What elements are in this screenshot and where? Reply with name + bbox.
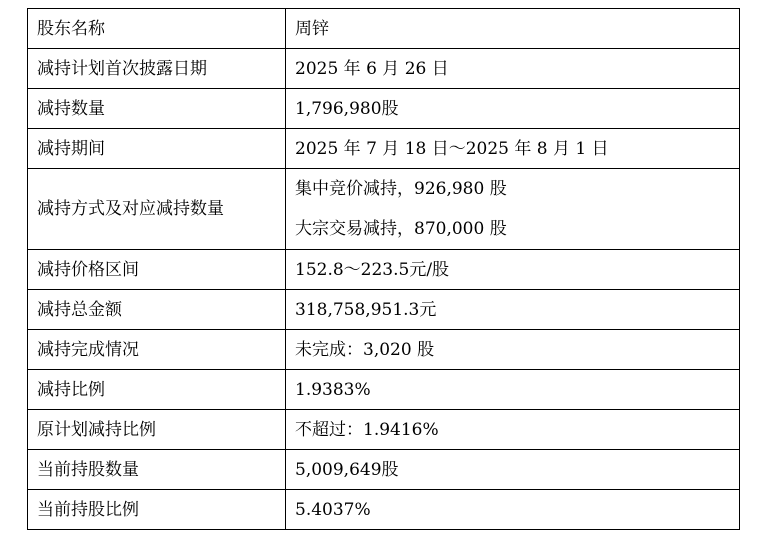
table-row (28, 9, 740, 49)
row-value-reduction-ratio: 1.9383% (286, 370, 740, 410)
row-label-reduction-quantity: 减持数量 (28, 89, 286, 129)
row-label-total-amount: 减持总金额 (28, 290, 286, 330)
row-label-first-disclosure-date: 减持计划首次披露日期 (28, 49, 286, 89)
table-row (28, 370, 740, 410)
reduction-method-block-trade: 大宗交易减持，870,000 股 (295, 219, 507, 239)
row-value-completion-status: 未完成：3,020 股 (286, 330, 740, 370)
row-value-planned-ratio: 不超过：1.9416% (286, 410, 740, 450)
row-label-current-holding-ratio: 当前持股比例 (28, 490, 286, 530)
table-row (28, 490, 740, 530)
table-row (28, 89, 740, 129)
table-row (28, 290, 740, 330)
row-label-reduction-period: 减持期间 (28, 129, 286, 169)
row-label-completion-status: 减持完成情况 (28, 330, 286, 370)
table-row (28, 129, 740, 169)
row-label-planned-ratio: 原计划减持比例 (28, 410, 286, 450)
row-value-current-holding-quantity: 5,009,649股 (286, 450, 740, 490)
row-value-current-holding-ratio: 5.4037% (286, 490, 740, 530)
reduction-method-bidding: 集中竞价减持，926,980 股 (295, 179, 507, 199)
row-value-reduction-period: 2025 年 7 月 18 日～2025 年 8 月 1 日 (286, 129, 740, 169)
table-row (28, 410, 740, 450)
row-value-total-amount: 318,758,951.3元 (286, 290, 740, 330)
share-reduction-table-container (27, 8, 739, 530)
table-row (28, 330, 740, 370)
row-label-reduction-ratio: 减持比例 (28, 370, 286, 410)
row-value-reduction-method (286, 169, 740, 250)
table-row (28, 450, 740, 490)
row-label-price-range: 减持价格区间 (28, 250, 286, 290)
row-value-shareholder-name: 周锌 (286, 9, 740, 49)
row-label-shareholder-name: 股东名称 (28, 9, 286, 49)
row-label-current-holding-quantity: 当前持股数量 (28, 450, 286, 490)
row-value-reduction-quantity: 1,796,980股 (286, 89, 740, 129)
table-row (28, 49, 740, 89)
row-value-first-disclosure-date: 2025 年 6 月 26 日 (286, 49, 740, 89)
table-row (28, 169, 740, 250)
share-reduction-table (27, 8, 740, 530)
row-value-price-range: 152.8～223.5元/股 (286, 250, 740, 290)
table-row (28, 250, 740, 290)
row-label-reduction-method: 减持方式及对应减持数量 (28, 169, 286, 250)
